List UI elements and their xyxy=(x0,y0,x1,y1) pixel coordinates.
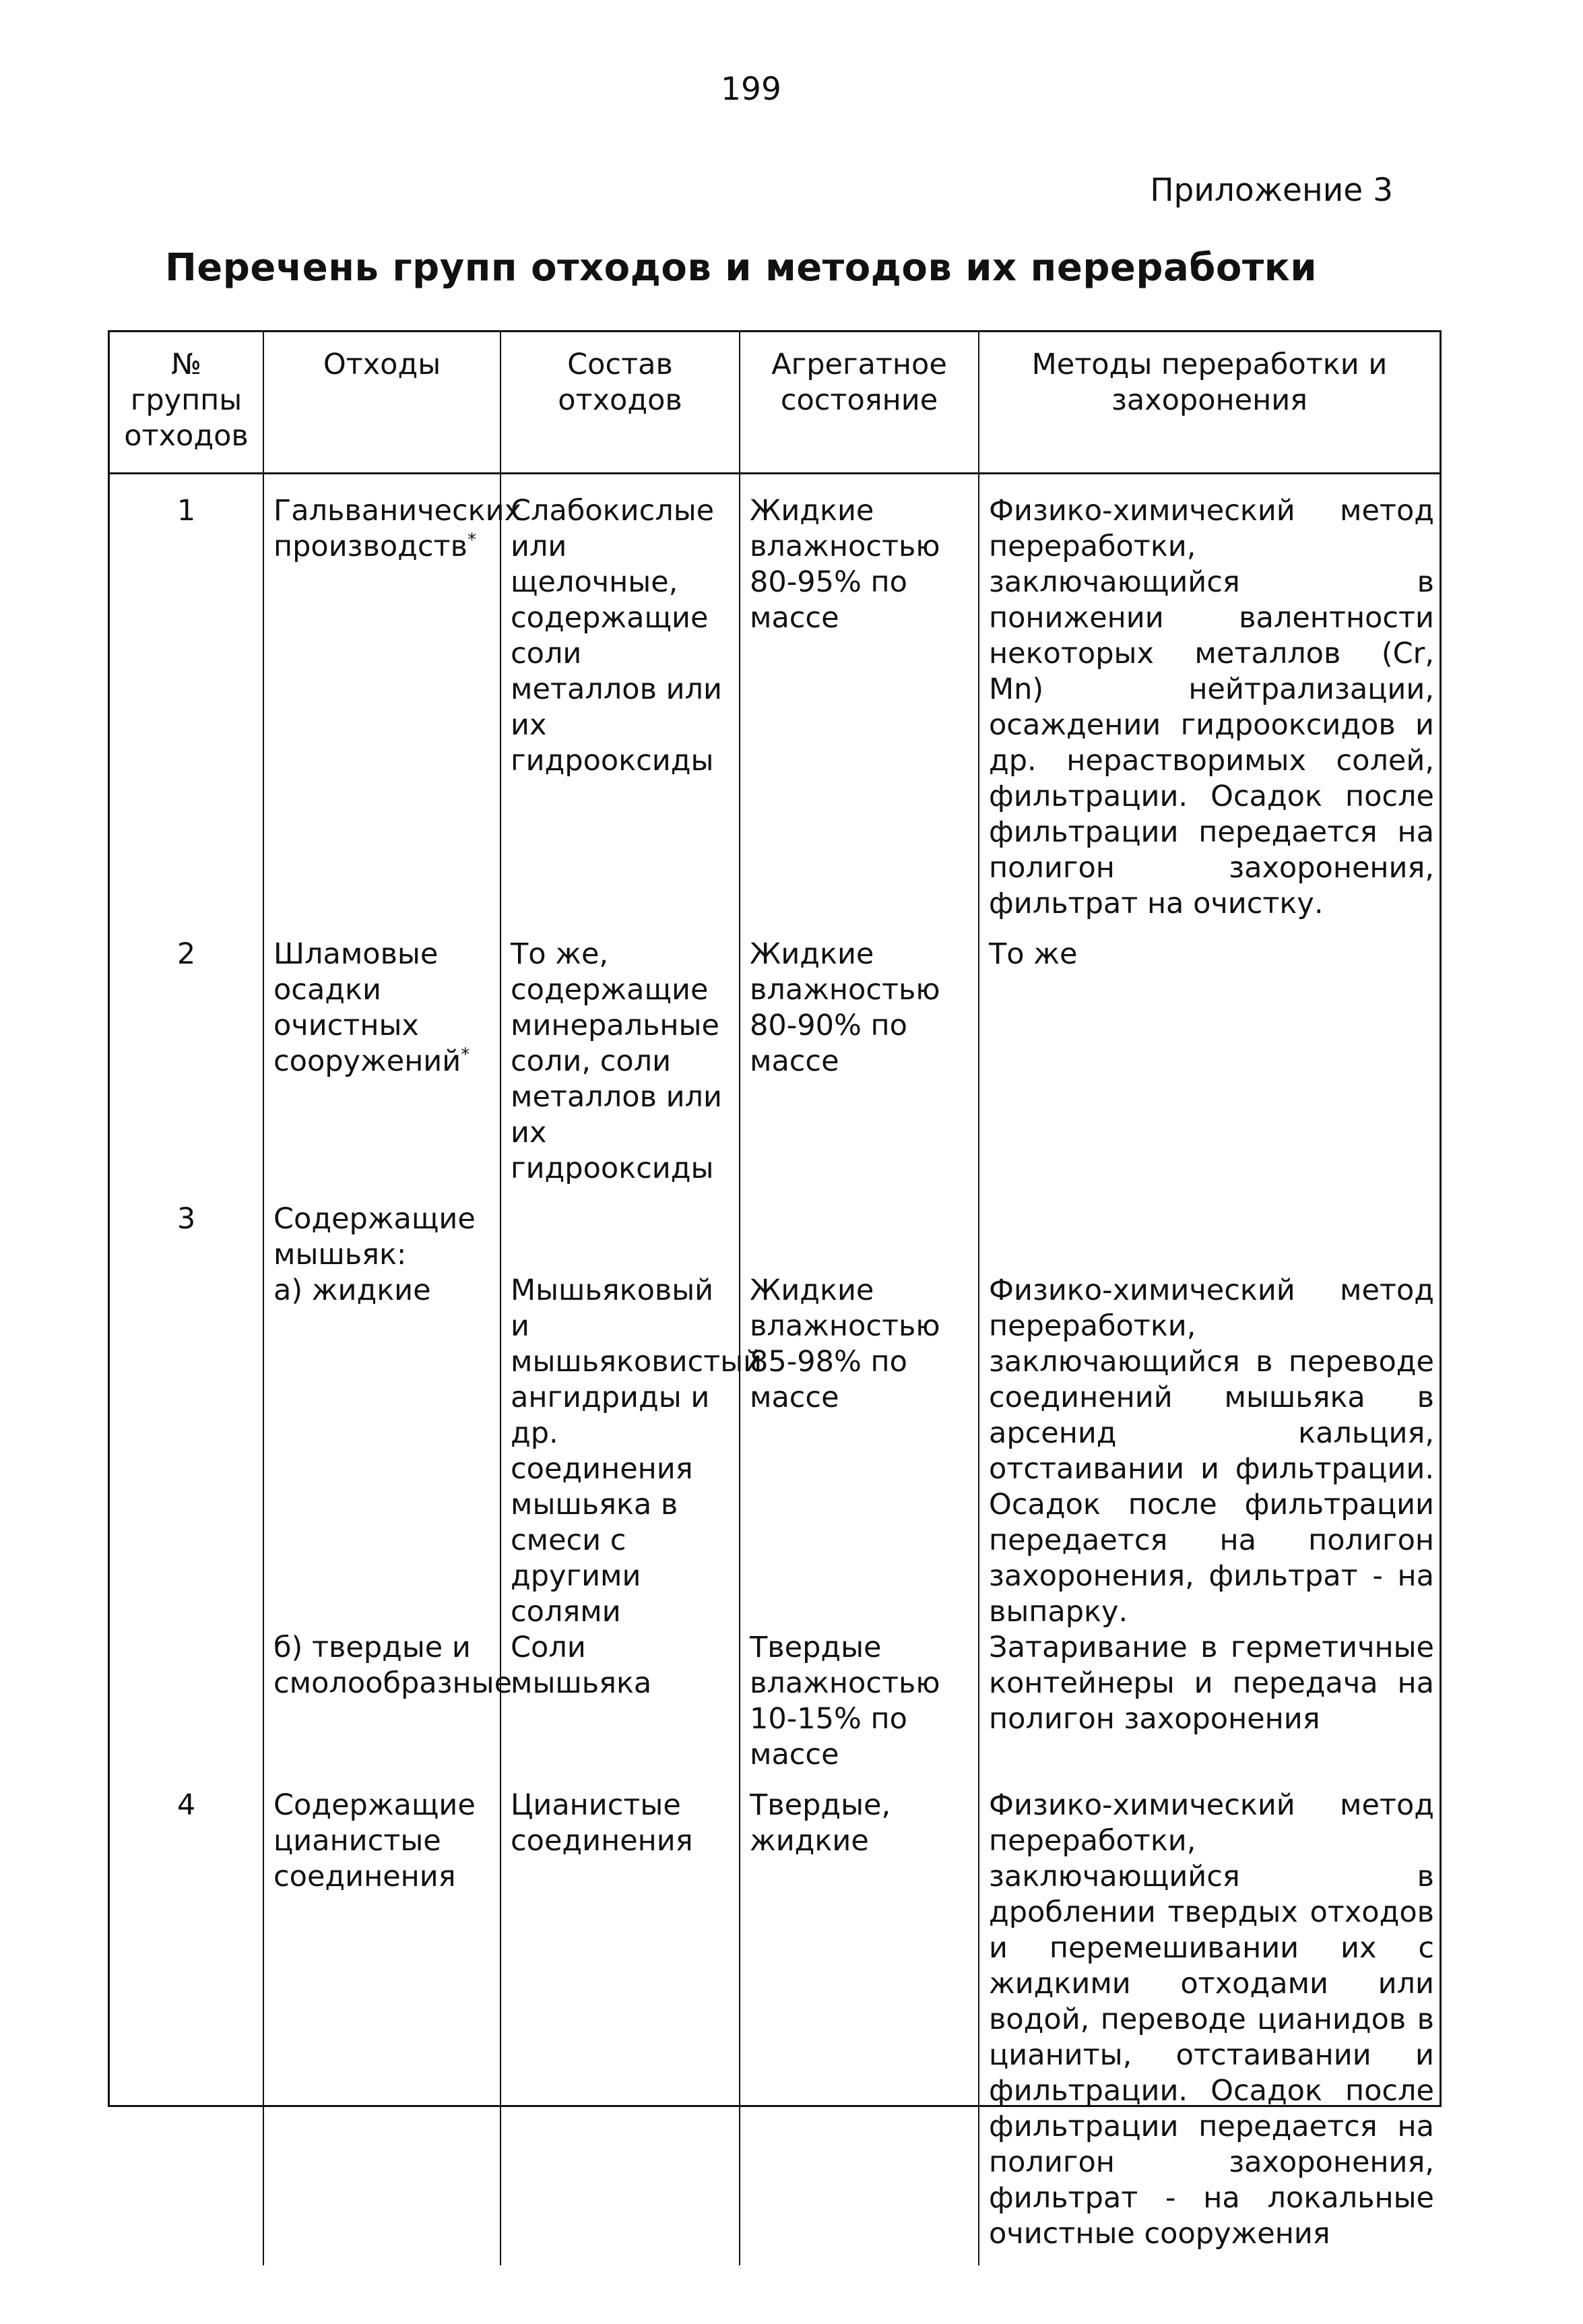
composition-cell: Цианистые соединения xyxy=(500,1773,740,2265)
group-number: 4 xyxy=(110,1773,263,2265)
method-cell xyxy=(979,1187,1440,1273)
header-methods: Методы переработки и захоронения xyxy=(979,332,1440,474)
appendix-label: Приложение 3 xyxy=(1150,172,1393,209)
waste-cell: а) жидкие xyxy=(263,1273,500,1630)
waste-name: Гальваничеcких производств xyxy=(273,494,522,563)
method-cell: То же xyxy=(989,937,1078,971)
state-cell: Твердые влажностью 10-15% по массе xyxy=(740,1630,979,1773)
waste-cell: б) твердые и смолообразные xyxy=(263,1630,500,1773)
table-row xyxy=(110,1273,1440,1630)
table-row xyxy=(110,1773,1440,2265)
waste-name: Шламовые осадки очистных сооружений xyxy=(273,937,461,1078)
header-state: Агрегатное состояние xyxy=(740,332,979,474)
table-row xyxy=(110,1187,1440,1273)
table-row xyxy=(110,474,1440,922)
waste-cell xyxy=(263,474,522,922)
header-group-number: № группы отходов xyxy=(110,332,263,474)
composition-cell: Мышьяковый и мышьяковистый ангидриды и др. соединения мышьяка в смеси с другими солями xyxy=(500,1273,740,1630)
method-cell: Физико-химический метод переработки, заключающийся в понижении валентности некоторых металлов (Cr, Mn) нейтрализации, осаждении гидрооксидов и др. нерастворимых солей, фильтрации. Осадок после фильтрации передается на полигон захоронения, фильтрат на очистку. xyxy=(989,494,1434,920)
group-number: 2 xyxy=(110,922,263,1187)
group-number: 3 xyxy=(110,1187,263,1273)
table-header-row xyxy=(110,332,1440,474)
waste-cell: Содержащие цианистые соединения xyxy=(263,1773,500,2265)
table-row xyxy=(110,1630,1440,1773)
composition-cell: Соли мышьяка xyxy=(500,1630,740,1773)
state-cell: Жидкие влажностью 80-90% по массе xyxy=(740,922,979,1187)
waste-cell: Содержащие мышьяк: xyxy=(263,1187,500,1273)
footnote-mark: * xyxy=(461,1044,470,1065)
state-cell: Твердые, жидкие xyxy=(740,1773,979,2265)
composition-cell: Слабокислые или щелочные, содержащие соли металлов или их гидрооксиды xyxy=(500,474,740,922)
state-cell: Жидкие влажностью 85-98% по массе xyxy=(740,1273,979,1630)
waste-groups-table xyxy=(108,330,1442,2251)
header-composition: Состав отходов xyxy=(500,332,740,474)
document-title: Перечень групп отходов и методов их переработки xyxy=(164,246,1318,290)
group-number xyxy=(110,1630,263,1773)
page-number: 199 xyxy=(721,71,781,108)
group-number: 1 xyxy=(110,474,263,922)
method-cell: Физико-химический метод переработки, заключающийся в дроблении твердых отходов и перемешивании их с жидкими отходами или водой, переводе цианидов в цианиты, отстаивании и фильтрации. Осадок после фильтрации передается на полигон захоронения, фильтрат - на локальные очистные сооружения xyxy=(989,1788,1434,2251)
state-cell xyxy=(740,1187,979,1273)
footnote-mark: * xyxy=(467,530,476,551)
method-cell: Физико-химический метод переработки, заключающийся в переводе соединений мышьяка в арсенид кальция, отстаивании и фильтрации. Осадок после фильтрации передается на полигон захоронения, фильтрат - на выпарку. xyxy=(989,1274,1434,1629)
waste-cell xyxy=(263,922,500,1187)
group-number xyxy=(110,1273,263,1630)
table-row xyxy=(110,922,1440,1187)
state-cell: Жидкие влажностью 80-95% по массе xyxy=(740,474,979,922)
method-cell: Затаривание в герметичные контейнеры и передача на полигон захоронения xyxy=(989,1631,1434,1736)
composition-cell xyxy=(500,1187,740,1273)
composition-cell: То же, содержащие минеральные соли, соли металлов или их гидрооксиды xyxy=(500,922,740,1187)
header-waste: Отходы xyxy=(263,332,500,474)
